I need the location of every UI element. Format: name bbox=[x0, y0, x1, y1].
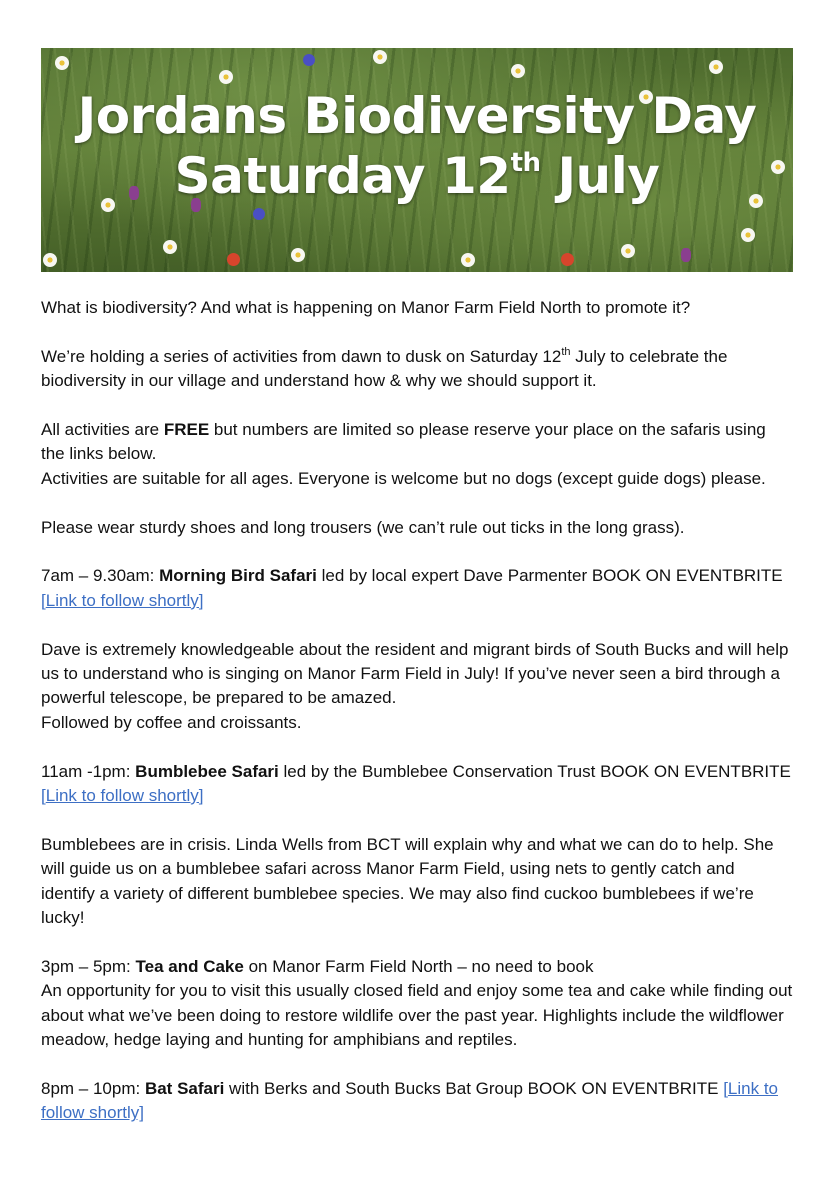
event-bird-link-bracket: [ bbox=[41, 590, 46, 610]
flower-decoration bbox=[709, 60, 723, 74]
intro-holding-text-end: July to celebrate the biodiversity in our village and understand how & why we should support it. bbox=[41, 346, 728, 391]
event-bumblebee-details: Bumblebees are in crisis. Linda Wells from BCT will explain why and what we can do to help. She will guide us on a bumblebee safari across Manor Farm Field, using nets to gently catch and identify a variety of different bumblebee species. We may also find cuckoo bumblebees if we’re lucky! bbox=[41, 834, 774, 928]
intro-ages: Activities are suitable for all ages. Everyone is welcome but no dogs (except guide dogs) please. bbox=[41, 468, 766, 488]
event-bumblebee-desc: led by the Bumblebee Conservation Trust BOOK ON EVENTBRITE bbox=[278, 761, 791, 781]
intro-holding-text: We’re holding a series of activities from dawn to dusk on Saturday 12 bbox=[41, 346, 562, 366]
event-tea-time: 3pm – 5pm: bbox=[41, 956, 136, 976]
event-bird-followed: Followed by coffee and croissants. bbox=[41, 712, 302, 732]
flower-decoration bbox=[219, 70, 233, 84]
banner-title-line1: Jordans Biodiversity Day bbox=[77, 87, 757, 145]
event-bat-time: 8pm – 10pm: bbox=[41, 1078, 145, 1098]
banner-title-line2 bbox=[175, 147, 660, 205]
event-bumblebee-link-bracket: [ bbox=[41, 786, 46, 806]
event-bat-link-text: Link to follow shortly] bbox=[41, 1078, 779, 1123]
flower-decoration bbox=[55, 56, 69, 70]
intro-free-text: All activities are bbox=[41, 420, 164, 439]
event-bumblebee-link[interactable] bbox=[41, 786, 204, 805]
event-tea-name: Tea and Cake bbox=[135, 956, 244, 976]
article-body bbox=[41, 296, 793, 1126]
event-tea-desc: on Manor Farm Field North – no need to book bbox=[243, 956, 594, 976]
flower-decoration bbox=[303, 54, 315, 66]
event-tea-details: An opportunity for you to visit this usually closed field and enjoy some tea and cake while finding out about what we’ve been doing to restore wildlife over the past year. Highlights include the wildflower meadow, hedge laying and hunting for amphibians and reptiles. bbox=[41, 981, 793, 1050]
intro-shoes: Please wear sturdy shoes and long trousers (we can’t rule out ticks in the long grass). bbox=[41, 517, 685, 537]
event-bird-desc: led by local expert Dave Parmenter BOOK ON EVENTBRITE bbox=[316, 566, 783, 586]
event-bumblebee-time: 11am -1pm: bbox=[41, 761, 136, 781]
event-bird-heading bbox=[41, 564, 793, 613]
flower-decoration bbox=[291, 248, 305, 262]
event-bird-name: Morning Bird Safari bbox=[159, 566, 317, 586]
event-bird-link-text: Link to follow shortly] bbox=[45, 590, 204, 610]
flower-decoration bbox=[741, 228, 755, 242]
event-bat-heading bbox=[41, 1077, 793, 1126]
meadow-banner-image bbox=[41, 48, 793, 272]
flower-decoration bbox=[373, 50, 387, 64]
flower-decoration bbox=[163, 240, 177, 254]
banner-title bbox=[41, 86, 793, 206]
event-tea-heading bbox=[41, 955, 793, 979]
event-bird-time: 7am – 9.30am: bbox=[41, 566, 160, 586]
intro-holding bbox=[41, 345, 793, 394]
event-bat-name: Bat Safari bbox=[144, 1078, 225, 1098]
banner-date-prefix: Saturday 12 bbox=[174, 147, 511, 205]
banner-date-month: July bbox=[540, 147, 660, 205]
flower-decoration bbox=[227, 253, 240, 266]
intro-question: What is biodiversity? And what is happening on Manor Farm Field North to promote it? bbox=[41, 298, 691, 317]
event-bird-details: Dave is extremely knowledgeable about the resident and migrant birds of South Bucks and will help us to understand who is singing on Manor Farm Field in July! If you’ve never seen a bird through a powerful telescope, be prepared to be amazed. bbox=[41, 639, 789, 708]
event-bumblebee-heading bbox=[41, 760, 793, 809]
intro-free bbox=[41, 418, 793, 467]
intro-free-text-end: but numbers are limited so please reserve your place on the safaris using the links below. bbox=[41, 420, 766, 464]
intro-holding-ordinal: th bbox=[561, 345, 571, 358]
flower-decoration bbox=[621, 244, 635, 258]
event-bumblebee-link-text: Link to follow shortly] bbox=[45, 786, 204, 806]
flower-decoration bbox=[681, 248, 691, 262]
flower-decoration bbox=[43, 253, 57, 267]
flower-decoration bbox=[511, 64, 525, 78]
flower-decoration bbox=[253, 208, 265, 220]
event-bird-link[interactable] bbox=[41, 591, 204, 610]
intro-free-bold: FREE bbox=[163, 420, 210, 439]
flower-decoration bbox=[561, 253, 574, 266]
event-bat-desc: with Berks and South Bucks Bat Group BOOK ON EVENTBRITE bbox=[224, 1078, 724, 1098]
event-bumblebee-name: Bumblebee Safari bbox=[135, 761, 279, 781]
banner-date-ordinal: th bbox=[510, 148, 541, 178]
event-bat-link-bracket: [ bbox=[723, 1078, 728, 1098]
flower-decoration bbox=[461, 253, 475, 267]
